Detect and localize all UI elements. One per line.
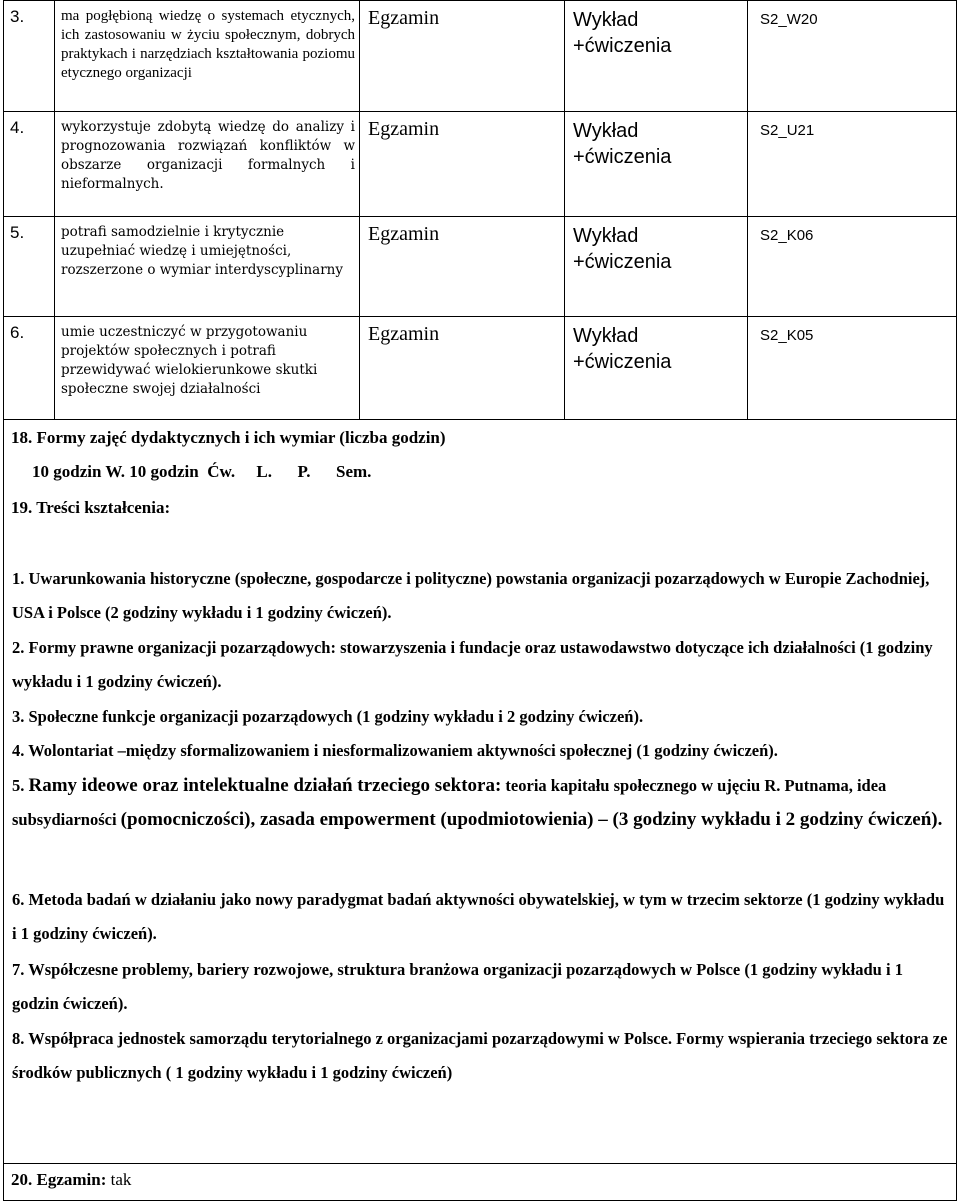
section-18-heading: 18. Formy zajęć dydaktycznych i ich wymiar (liczba godzin) [11,428,446,447]
exam-value: tak [106,1170,132,1189]
row-number: 5. [4,217,55,317]
form-line1: Wykład [573,325,639,347]
class-form [565,317,748,420]
form-line1: Wykład [573,225,639,247]
section-18-hours: 10 godzin W. 10 godzin Ćw. L. P. Sem. [32,462,372,481]
outcome-text: umie uczestniczyć w przygotowaniu projektów społecznych i potrafi przewidywać wielokierunkowe skutki społeczne swojej działalności [61,324,318,397]
class-form [565,1,748,112]
row-number: 6. [4,317,55,420]
learning-outcomes-table [3,0,957,420]
form-line1: Wykład [573,120,639,142]
table-row [4,1,957,112]
outcome-text: wykorzystuje zdobytą wiedzę do analizy i prognozowania rozwiązań konfliktów w obszarze organizacji formalnych i nieformalnych. [61,119,355,192]
outcome-description [55,1,360,112]
outcome-code: S2_K06 [748,217,957,317]
content-item-1: 1. Uwarunkowania historyczne (społeczne, gospodarcze i polityczne) powstania organizacji pozarządowych w Europie Zachodniej, USA i Polsce (2 godziny wykładu i 1 godziny ćwiczeń). [12,569,930,622]
content-item-5 [12,769,952,837]
form-line2: +ćwiczenia [573,351,672,373]
section-19-heading: 19. Treści kształcenia: [11,498,171,517]
exam-label: 20. Egzamin: [11,1170,107,1189]
verification-method: Egzamin [360,1,565,112]
content-item-7: 7. Współczesne problemy, bariery rozwojowe, struktura branżowa organizacji pozarządowych w Polsce (1 godziny wykładu i 1 godzin ćwiczeń). [12,960,903,1013]
content-item-5-title: Ramy ideowe oraz intelektualne działań trzeciego sektora: [28,775,502,796]
content-item-5-rest: (pomocniczości), zasada empowerment (upodmiotowienia) – (3 godziny wykładu i 2 godziny ćwiczeń). [120,809,943,830]
table-row [4,217,957,317]
exam-line [11,1170,131,1190]
class-form [565,112,748,217]
content-item-2: 2. Formy prawne organizacji pozarządowych: stowarzyszenia i fundacje oraz ustawodawstwo dotyczące ich działalności (1 godziny wykładu i 1 godziny ćwiczeń). [12,638,933,691]
form-line1: Wykład [573,9,639,31]
outcome-description [55,217,360,317]
outcome-code: S2_K05 [748,317,957,420]
content-item-3: 3. Społeczne funkcje organizacji pozarządowych (1 godziny wykładu i 2 godziny ćwiczeń). [12,707,644,726]
verification-method: Egzamin [360,317,565,420]
content-item-6: 6. Metoda badań w działaniu jako nowy paradygmat badań aktywności obywatelskiej, w tym w trzecim sektorze (1 godziny wykładu i 1 godziny ćwiczeń). [12,890,945,943]
class-form [565,217,748,317]
table-row [4,317,957,420]
outcome-description [55,317,360,420]
outcome-description [55,112,360,217]
row-number: 3. [4,1,55,112]
content-item-8: 8. Współpraca jednostek samorządu terytorialnego z organizacjami pozarządowymi w Polsce. Formy wspierania trzeciego sektora ze środków publicznych ( 1 godziny wykładu i 1 godziny ćwiczeń) [12,1029,948,1082]
content-item-5-part: teoria kapitału społecznego w ujęciu R. Putnama, idea subsydiarności [12,776,887,829]
outcome-text: potrafi samodzielnie i krytycznie uzupełniać wiedzę i umiejętności, rozszerzone o wymiar interdyscyplinarny [61,224,343,278]
row-number: 4. [4,112,55,217]
verification-method: Egzamin [360,217,565,317]
outcome-code: S2_U21 [748,112,957,217]
verification-method: Egzamin [360,112,565,217]
course-content-box [3,418,957,1163]
exam-footer [3,1163,957,1201]
content-item-4: 4. Wolontariat –między sformalizowaniem i niesformalizowaniem aktywności społecznej (1 godziny ćwiczeń). [12,741,778,760]
outcome-code: S2_W20 [748,1,957,112]
form-line2: +ćwiczenia [573,146,672,168]
outcome-text: ma pogłębioną wiedzę o systemach etycznych, ich zastosowaniu w życiu społecznym, dobrych praktykach i narzędziach kształtowania poziomu etycznego organizacji [61,8,355,81]
form-line2: +ćwiczenia [573,251,672,273]
form-line2: +ćwiczenia [573,35,672,57]
content-item-5-number: 5. [12,776,29,795]
table-row [4,112,957,217]
